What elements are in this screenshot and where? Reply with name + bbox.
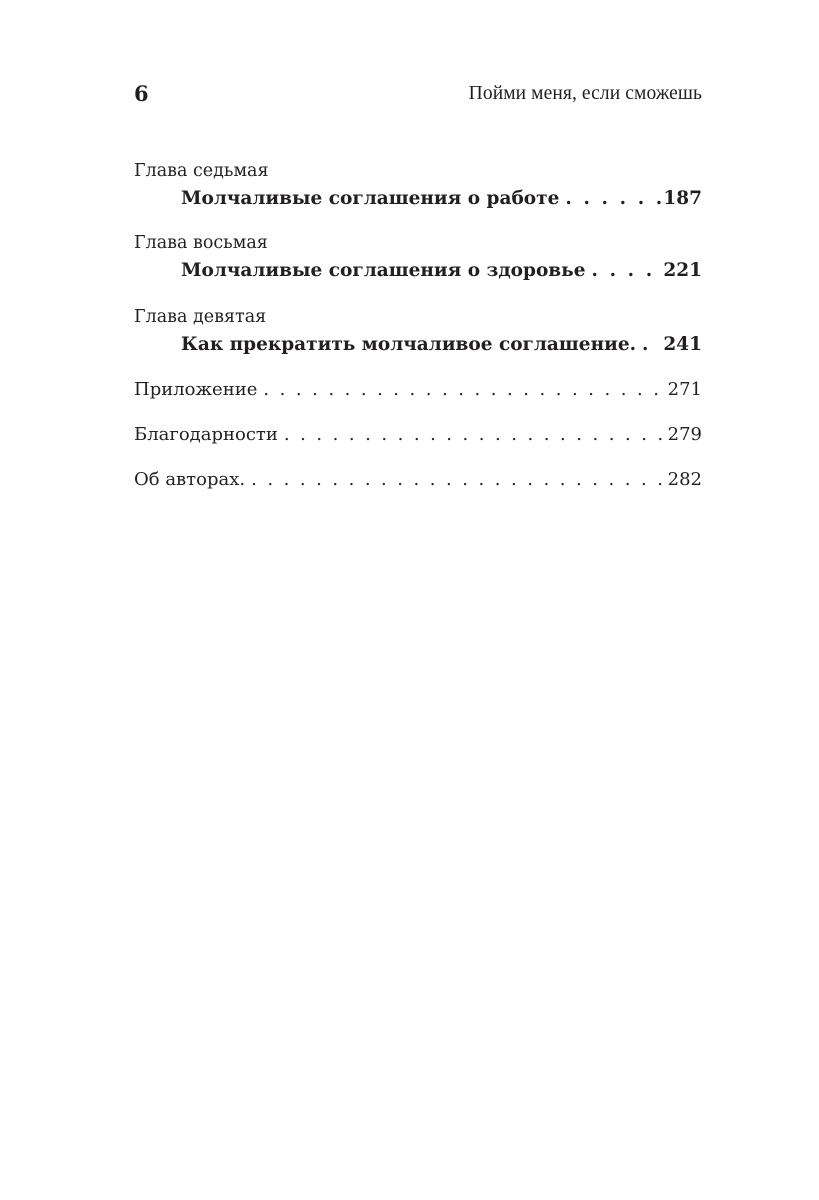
- dot-leader: [251, 466, 666, 494]
- table-of-contents: [134, 158, 702, 494]
- toc-chapter-7: [134, 158, 702, 214]
- toc-chapter-9: [134, 304, 702, 360]
- book-title: Пойми меня, если сможешь: [468, 83, 702, 104]
- toc-entry[interactable]: [134, 330, 702, 360]
- entry-page-number: 241: [663, 334, 702, 355]
- entry-title: Приложение: [134, 379, 258, 400]
- toc-entry-acknowledgements[interactable]: [134, 421, 702, 449]
- dot-leader: [591, 256, 661, 286]
- chapter-label: Глава восьмая: [134, 233, 268, 253]
- dot-leader: [642, 330, 661, 360]
- entry-title: Молчаливые соглашения о здоровье: [181, 260, 586, 281]
- toc-entry[interactable]: [134, 256, 702, 286]
- toc-entry[interactable]: [134, 184, 702, 214]
- chapter-label: Глава девятая: [134, 307, 267, 327]
- entry-page-number: 187: [663, 188, 702, 209]
- running-head: [134, 80, 702, 110]
- dot-leader: [284, 421, 666, 449]
- toc-chapter-8: [134, 230, 702, 286]
- chapter-label: Глава седьмая: [134, 161, 269, 181]
- entry-title: Об авторах.: [134, 469, 246, 490]
- entry-title: Молчаливые соглашения о работе: [181, 188, 560, 209]
- page-number: 6: [134, 81, 149, 106]
- toc-entry-about-authors[interactable]: [134, 466, 702, 494]
- entry-page-number: 221: [663, 260, 702, 281]
- toc-entry-appendix[interactable]: [134, 376, 702, 404]
- entry-page-number: 282: [667, 469, 702, 490]
- dot-leader: [565, 184, 661, 214]
- dot-leader: [263, 376, 665, 404]
- entry-page-number: 279: [667, 424, 702, 445]
- entry-title: Как прекратить молчаливое соглашение.: [181, 334, 637, 355]
- entry-title: Благодарности: [134, 424, 278, 445]
- entry-page-number: 271: [667, 379, 702, 400]
